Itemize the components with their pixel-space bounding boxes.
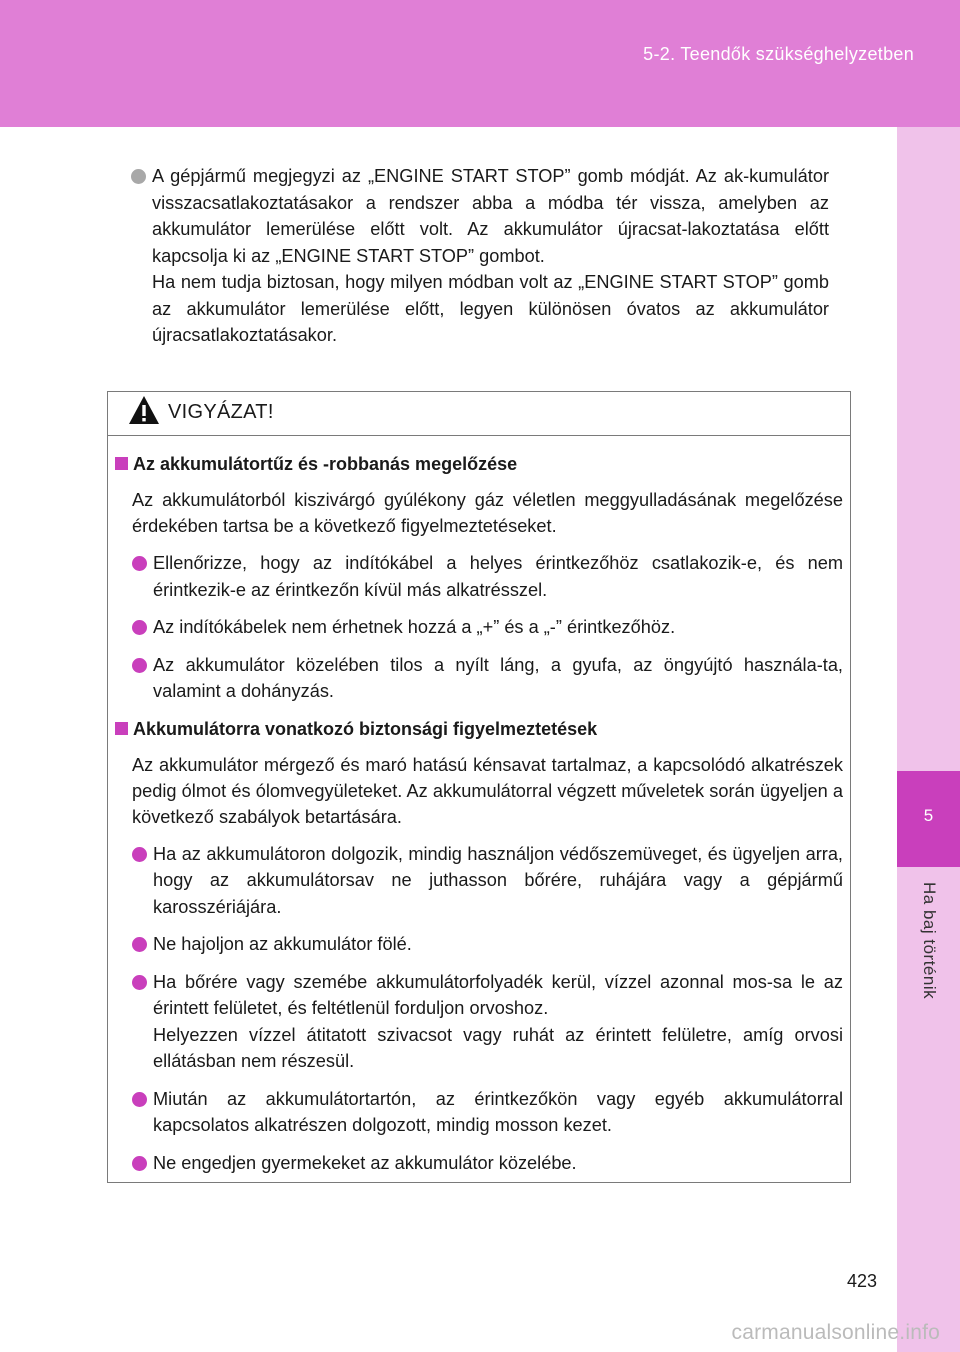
bullet-icon bbox=[132, 1156, 147, 1171]
intro-paragraph-2: Ha nem tudja biztosan, hogy milyen módban volt az „ENGINE START STOP” gomb az akkumulátor lemerülése előtt, legyen különösen óvatos az akkumulátor újracsatlakoztatásakor. bbox=[152, 272, 829, 345]
list-item-text: Az indítókábelek nem érhetnek hozzá a „+” és a „-” érintkezőhöz. bbox=[153, 617, 676, 637]
watermark[interactable]: carmanualsonline.info bbox=[731, 1321, 940, 1344]
section-heading-text: Akkumulátorra vonatkozó biztonsági figyelmeztetések bbox=[133, 718, 598, 739]
section-heading bbox=[115, 716, 843, 742]
warning-header bbox=[108, 392, 850, 436]
bullet-icon bbox=[132, 847, 147, 862]
page-number: 423 bbox=[847, 1271, 878, 1291]
list-item bbox=[132, 969, 843, 1075]
section-heading-text: Az akkumulátortűz és -robbanás megelőzése bbox=[133, 454, 518, 474]
list-item-text: Helyezzen vízzel átitatott szivacsot vagy ruhát az érintett felületre, amíg orvosi ellátásban nem részesül. bbox=[153, 1024, 843, 1071]
intro-note bbox=[131, 163, 829, 349]
list-item-text: Miután az akkumulátortartón, az érintkezőkön vagy egyéb akkumulátorral kapcsolatos alkatrészen dolgozott, mindig mosson kezet. bbox=[153, 1088, 843, 1135]
section-intro: Az akkumulátorból kiszivárgó gyúlékony gáz véletlen meggyulladásának megelőzése érdekében tartsa be a következő figyelmeztetéseket. bbox=[132, 490, 843, 536]
warning-box bbox=[107, 391, 851, 1183]
list-item bbox=[132, 841, 843, 921]
list-item-text: Ne hajoljon az akkumulátor fölé. bbox=[153, 934, 412, 954]
bullet-icon bbox=[132, 658, 147, 673]
warning-list-item bbox=[132, 969, 843, 1075]
warning-list-item bbox=[132, 614, 843, 641]
chapter-label: Ha baj történik bbox=[920, 882, 939, 1000]
list-item-text: Ha az akkumulátoron dolgozik, mindig használjon védőszemüveget, és ügyeljen arra, hogy az akkumulátorsav ne juthasson bőrére, ruhájára vagy a gépjármű karosszériájára. bbox=[153, 843, 843, 917]
intro-paragraph-1: A gépjármű megjegyzi az „ENGINE START STOP” gomb módját. Az ak-kumulátor visszacsatlakoztatásakor a rendszer abba a módba tér vissza, amelyben az akkumulátor lemerülése előtt volt. Az akkumulátor újracsat-lakoztatása előtt kapcsolja ki az „ENGINE START STOP” gombot. bbox=[152, 166, 829, 266]
warning-list-item bbox=[132, 1086, 843, 1139]
square-bullet-icon bbox=[115, 722, 128, 735]
warning-title: VIGYÁZAT! bbox=[168, 401, 274, 423]
bullet-icon bbox=[132, 975, 147, 990]
section-intro: Az akkumulátor mérgező és maró hatású kénsavat tartalmaz, a kapcsolódó alkatrészek pedig ólmot és ólomvegyületeket. Az akkumulátorral végzett műveletek során ügyeljen a következő szabályok betartására. bbox=[132, 754, 843, 827]
list-item bbox=[132, 1086, 843, 1139]
bullet-icon bbox=[132, 620, 147, 635]
square-bullet-icon bbox=[115, 457, 128, 470]
warning-body bbox=[115, 451, 843, 1187]
warning-list-item bbox=[132, 652, 843, 705]
bullet-icon bbox=[132, 556, 147, 571]
side-tab-upper bbox=[897, 127, 960, 771]
intro-bullet-item bbox=[131, 163, 829, 349]
list-item-text: Ellenőrizze, hogy az indítókábel a helyes érintkezőhöz csatlakozik-e, és nem érintkezik-e az érintkezőn kívül más alkatrésszel. bbox=[153, 553, 843, 600]
chapter-number: 5 bbox=[923, 806, 934, 825]
warning-list-item bbox=[132, 931, 843, 958]
warning-list-item bbox=[132, 841, 843, 921]
list-item bbox=[132, 652, 843, 705]
list-item-text: Ne engedjen gyermekeket az akkumulátor közelébe. bbox=[153, 1152, 577, 1173]
bullet-icon bbox=[132, 1092, 147, 1107]
section-heading bbox=[115, 451, 843, 477]
warning-triangle-icon bbox=[128, 394, 160, 426]
list-item-text: Ha bőrére vagy szemébe akkumulátorfolyadék kerül, vízzel azonnal mos-sa le az érintett felületet, és feltétlenül forduljon orvoshoz. bbox=[153, 971, 843, 1018]
list-item bbox=[132, 550, 843, 603]
warning-list-item bbox=[132, 550, 843, 603]
bullet-icon bbox=[131, 169, 146, 184]
bullet-icon bbox=[132, 937, 147, 952]
list-item bbox=[132, 614, 843, 641]
warning-list-item bbox=[132, 1150, 843, 1177]
list-item bbox=[132, 931, 843, 958]
section-title: 5-2. Teendők szükséghelyzetben bbox=[643, 44, 914, 64]
list-item-text: Az akkumulátor közelében tilos a nyílt láng, a gyufa, az öngyújtó használa-ta, valamint a dohányzás. bbox=[153, 654, 843, 701]
list-item bbox=[132, 1150, 843, 1177]
